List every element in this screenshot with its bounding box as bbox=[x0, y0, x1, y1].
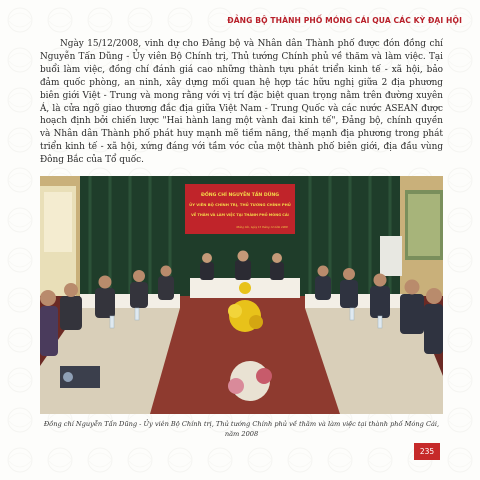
banner-date: Móng Cái, ngày 15 tháng 12 năm 2008 bbox=[236, 226, 288, 229]
page-number-badge: 235 bbox=[414, 443, 440, 460]
banner-line-2: ỦY VIÊN BỘ CHÍNH TRỊ, THỦ TƯỚNG CHÍNH PHỦ bbox=[189, 202, 291, 207]
banner-line-1: ĐỒNG CHÍ NGUYỄN TẤN DŨNG bbox=[200, 193, 280, 198]
meeting-photo bbox=[40, 176, 443, 414]
photo-caption: Đồng chí Nguyễn Tấn Dũng - Ủy viên Bộ Chính trị, Thủ tướng Chính phủ về thăm và làm việc tại thành phố Móng Cái, năm 2008 bbox=[43, 420, 440, 438]
running-header: ĐẢNG BỘ THÀNH PHỐ MÓNG CÁI QUA CÁC KỲ ĐẠI HỘI bbox=[227, 16, 462, 25]
article-paragraph: Ngày 15/12/2008, vinh dự cho Đảng bộ và Nhân dân Thành phố được đón đồng chí Nguyễn Tấn Dũng - Ủy viên Bộ Chính trị, Thủ tướng Chính phủ về thăm và làm việc. Tại buổi làm việc, đồng chí đánh giá cao những thành tựu phát triển kinh tế - xã hội, bảo đảm quốc phòng, an ninh, xây dựng mối quan hệ hợp tác hữu nghị giữa 2 địa phương biên giới Việt - Trung và mong rằng với vị trí đặc biệt quan trọng nằm trên đường xuyên Á, là cửa ngõ giao thương đắc địa giữa Việt Nam - Trung Quốc và các nước ASEAN được hoạch định bởi chiến lược "Hai hành lang một vành đai kinh tế", Đảng bộ, chính quyền và Nhân dân Thành phố phát huy mạnh mẽ tiềm năng, thế mạnh địa phương trong phát triển kinh tế - xã hội, xứng đáng với tầm vóc của một thành phố biên giới, địa đầu vùng Đông Bắc của Tổ quốc. bbox=[40, 39, 443, 166]
banner-line-3: VỀ THĂM VÀ LÀM VIỆC TẠI THÀNH PHỐ MÓNG CÁI bbox=[191, 213, 289, 217]
meeting-photo-illustration bbox=[40, 176, 443, 414]
